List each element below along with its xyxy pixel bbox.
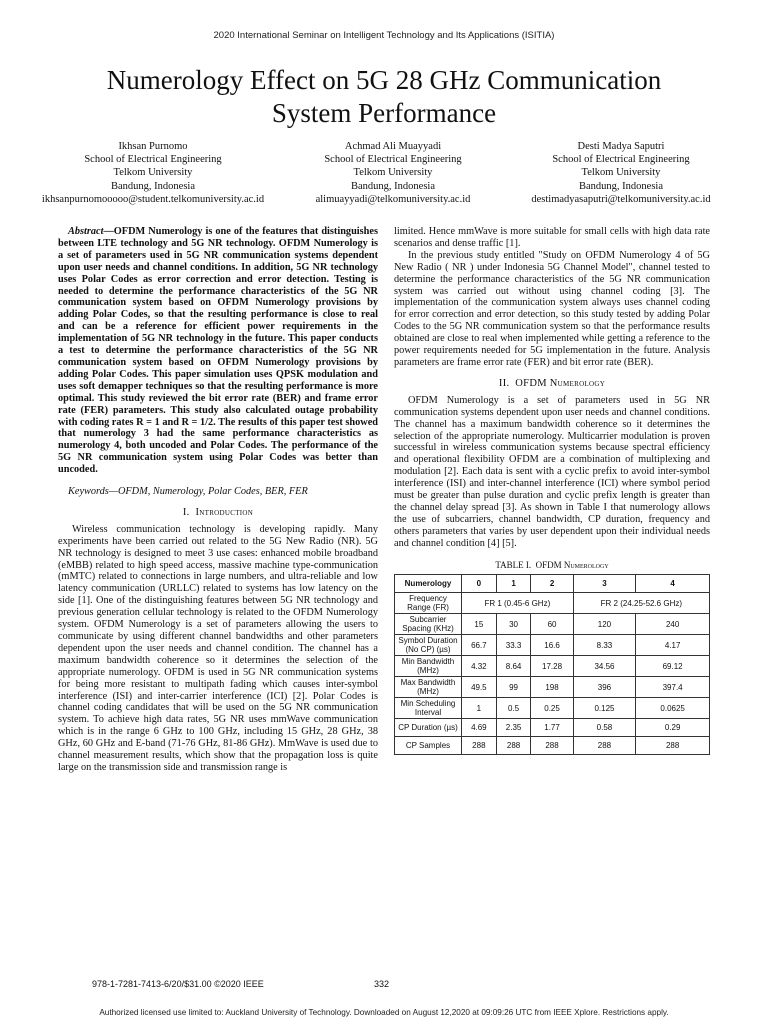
table-cell: 396	[573, 677, 636, 698]
section-heading-numerology	[394, 378, 710, 390]
footer-isbn: 978-1-7281-7413-6/20/$31.00 ©2020 IEEE	[92, 979, 264, 989]
author-3	[508, 140, 734, 206]
table-cell: 30	[496, 614, 531, 635]
table-cell: 397.4	[636, 677, 710, 698]
table-caption	[394, 560, 710, 572]
title-line-2: System Performance	[271, 98, 497, 128]
table-cell: 2.35	[496, 719, 531, 737]
table-cell: 34.56	[573, 656, 636, 677]
table-cell: 17.28	[531, 656, 573, 677]
table-cell: 8.64	[496, 656, 531, 677]
table-cell: FR 2 (24.25-52.6 GHz)	[573, 593, 709, 614]
author-name: Ikhsan Purnomo	[118, 141, 188, 152]
table-cell: 0.58	[573, 719, 636, 737]
abstract	[58, 226, 378, 476]
section-title: OFDM Numerology	[515, 377, 606, 389]
left-column	[58, 226, 378, 774]
section-number: I.	[182, 506, 190, 518]
section-title: Introduction	[195, 506, 254, 518]
author-dept: School of Electrical Engineering	[552, 154, 690, 166]
table-row	[395, 719, 710, 737]
author-dept: School of Electrical Engineering	[84, 154, 222, 166]
table-cell: 288	[462, 737, 497, 755]
author-city: Bandung, Indonesia	[351, 180, 435, 192]
table-header-cell: 4	[636, 575, 710, 593]
row-label: Frequency Range (FR)	[395, 593, 462, 614]
table-row	[395, 677, 710, 698]
author-univ: Telkom University	[581, 167, 661, 179]
table-row	[395, 656, 710, 677]
right-column	[394, 226, 710, 755]
table-header-cell: 1	[496, 575, 531, 593]
table-cell: 8.33	[573, 635, 636, 656]
row-label: Subcarrier Spacing (KHz)	[395, 614, 462, 635]
table-row	[395, 593, 710, 614]
author-name: Achmad Ali Muayyadi	[344, 141, 442, 152]
table-row	[395, 614, 710, 635]
row-label: Min Scheduling Interval	[395, 698, 462, 719]
author-univ: Telkom University	[353, 167, 433, 179]
numerology-table	[394, 574, 710, 755]
author-city: Bandung, Indonesia	[579, 180, 663, 192]
row-label: CP Duration (µs)	[395, 719, 462, 737]
author-dept: School of Electrical Engineering	[324, 154, 462, 166]
license-notice: Authorized licensed use limited to: Auckland University of Technology. Downloaded on August 12,2020 at 09:09:26 UTC from IEEE Xplore. Restrictions apply.	[99, 1008, 669, 1017]
table-cell: 66.7	[462, 635, 497, 656]
table-cell: 198	[531, 677, 573, 698]
title-line-1: Numerology Effect on 5G 28 GHz Communication	[106, 65, 662, 95]
keywords: Keywords—OFDM, Numerology, Polar Codes, BER, FER	[68, 486, 308, 498]
row-label: Symbol Duration (No CP) (µs)	[395, 635, 462, 656]
author-2	[280, 140, 506, 206]
table-cell: 49.5	[462, 677, 497, 698]
table-cell: 0.5	[496, 698, 531, 719]
abstract-text: —OFDM Numerology is one of the features that distinguishes between LTE technology and 5G NR technology. OFDM Numerology is a set of parameters used in 5G NR communication systems dependent upon user needs and channel conditions. In addition, 5G NR technology uses Polar Codes as error correction and error detection. Testing is needed to determine the performance characteristics of the 5G NR communication system based on OFDM Numerology provisions by adding Polar Codes, so that the resulting performance is close to real and can be a reference for efficient power requirements in the implementation of 5G NR technology in the future. This paper conducts a test to determine the performance characteristics of the 5G NR communication system based on OFDM Numerology provisions by adding Polar Codes. This paper simulation uses QPSK modulation and uses soft demapper techniques so that the resulting performance is more optimal. This study reviewed the bit error rate (BER) and frame error rate (FER) parameters. This study also calculated outage probability with coding rates R = 1 and R = 1/2. The results of this paper test showed that numerology 3 had the same performance characteristics as numerology 4, both uncoded and Polar Codes. The performance of the 5G NR communication system using Polar Codes was better than uncoded.	[58, 226, 378, 476]
intro-paragraph-1: Wireless communication technology is developing rapidly. Many experiments have been carried out related to the 5G New Radio (NR). 5G NR technology is designed to meet 3 use cases: enhanced mobile broadband (eMBB) related to high speed access, massive machine type-communication (mMTC) related to connections in large numbers, and ultra-reliable and low latency communication (URLLC) related to systems has low latency on the side [1]. One of the distinguishing features between 5G NR technology and previous generation cellular technology is related to the OFDM Numerology system. OFDM Numerology is a set of parameters allowing the users to communicate by using different channel bandwidths and other parameters dependent upon the user needs and channel condition. The channel has a maximum bandwidth coherence so it determines the selection of the appropriate numerology. OFDM is used in 5G NR communication systems for being more resistant to multipath fading which causes inter-symbol interference (ISI) and inter-carrier interference (ICI) [2]. Polar Codes is channel coding candidates that will be used on the 5G NR communication system. To achieve high data rates, 5G NR uses mmWave communication which is in the range 6 GHz to 100 GHz, including 15 GHz, 28 GHz, 38 GHz, 60 GHz and E-band (71-76 GHz, 81-86 GHz). MmWave is used due to channel measurement results, which show that the propagation loss is quite large on the transmission side and transmission range is	[58, 523, 378, 773]
table-cell: 0.125	[573, 698, 636, 719]
section-number: II.	[498, 377, 510, 389]
table-cell: 288	[531, 737, 573, 755]
table-cell: 60	[531, 614, 573, 635]
author-city: Bandung, Indonesia	[111, 180, 195, 192]
table-number: TABLE I.	[495, 559, 532, 570]
section-heading-introduction	[58, 507, 378, 519]
intro-paragraph-continued: limited. Hence mmWave is more suitable for small cells with high data rate scenarios and dense traffic [1].	[394, 226, 710, 249]
intro-paragraph-2: In the previous study entitled "Study on OFDM Numerology 4 of 5G New Radio ( NR ) under Indonesia 5G Channel Model", channel tested to determine the performance characteristics of the 5G NR communication system was carried out without using channel coding [3]. The implementation of the communication system always uses channel coding for error correction and error detection, so this study tested by adding Polar Codes to the 5G NR communication system so that the performance results obtained are close to real when implemented while getting a reference to the power requirements needed for 5G implementation in the future. Analysis parameters are frame error rate (FER) and bit error rate (BER).	[394, 249, 710, 368]
table-cell: 99	[496, 677, 531, 698]
table-cell: 4.17	[636, 635, 710, 656]
author-email: ikhsanpurnomooooo@student.telkomuniversity.ac.id	[41, 193, 265, 205]
table-header-cell: 3	[573, 575, 636, 593]
table-row	[395, 698, 710, 719]
page-number: 332	[374, 979, 390, 989]
table-header-cell: 2	[531, 575, 573, 593]
row-label: CP Samples	[395, 737, 462, 755]
row-label: Max Bandwidth (MHz)	[395, 677, 462, 698]
author-name: Desti Madya Saputri	[577, 141, 665, 152]
abstract-label: Abstract	[68, 226, 104, 237]
table-cell: 33.3	[496, 635, 531, 656]
table-cell: 240	[636, 614, 710, 635]
paper-title	[40, 64, 728, 130]
conference-header: 2020 International Seminar on Intelligent Technology and Its Applications (ISITIA)	[213, 30, 555, 41]
table-row	[395, 737, 710, 755]
table-header-row	[395, 575, 710, 593]
table-cell: 1.77	[531, 719, 573, 737]
table-cell: 288	[496, 737, 531, 755]
table-cell: 1	[462, 698, 497, 719]
author-email: destimadyasaputri@telkomuniversity.ac.id	[531, 193, 711, 205]
table-title: OFDM Numerology	[535, 559, 609, 570]
row-label: Min Bandwidth (MHz)	[395, 656, 462, 677]
table-cell: 16.6	[531, 635, 573, 656]
author-univ: Telkom University	[113, 167, 193, 179]
table-cell: 288	[636, 737, 710, 755]
table-cell: 4.32	[462, 656, 497, 677]
table-cell: 288	[573, 737, 636, 755]
numerology-paragraph-1: OFDM Numerology is a set of parameters used in 5G NR communication systems dependent upon user needs and channel conditions. The channel has a maximum bandwidth coherence so it determines the selection of the appropriate numerology. Multicarrier modulation is proven successful in wireless communication systems because spectral efficiency and operational flexibility OFDM are a combination of multiplexing and modulation [2]. Each data is sent with a cyclic prefix to avoid inter-symbol interference (ISI) and inter-channel interference (ICI) where symbol period must be greater than pulse duration and cyclic prefix length is greater than the channel delay spread [3]. As shown in Table I that numerology allows the use of subcarriers, channel bandwidth, CP duration, frequency and others parameters that varies by user dependent upon their individual needs and channel condition [4] [5].	[394, 394, 710, 549]
table-row	[395, 635, 710, 656]
table-cell: FR 1 (0.45-6 GHz)	[462, 593, 574, 614]
table-cell: 0.25	[531, 698, 573, 719]
table-cell: 4.69	[462, 719, 497, 737]
table-header-cell: 0	[462, 575, 497, 593]
table-header-cell: Numerology	[395, 575, 462, 593]
table-cell: 69.12	[636, 656, 710, 677]
table-cell: 0.29	[636, 719, 710, 737]
table-cell: 0.0625	[636, 698, 710, 719]
table-cell: 120	[573, 614, 636, 635]
table-cell: 15	[462, 614, 497, 635]
author-1	[40, 140, 266, 206]
author-email: alimuayyadi@telkomuniversity.ac.id	[315, 193, 471, 205]
